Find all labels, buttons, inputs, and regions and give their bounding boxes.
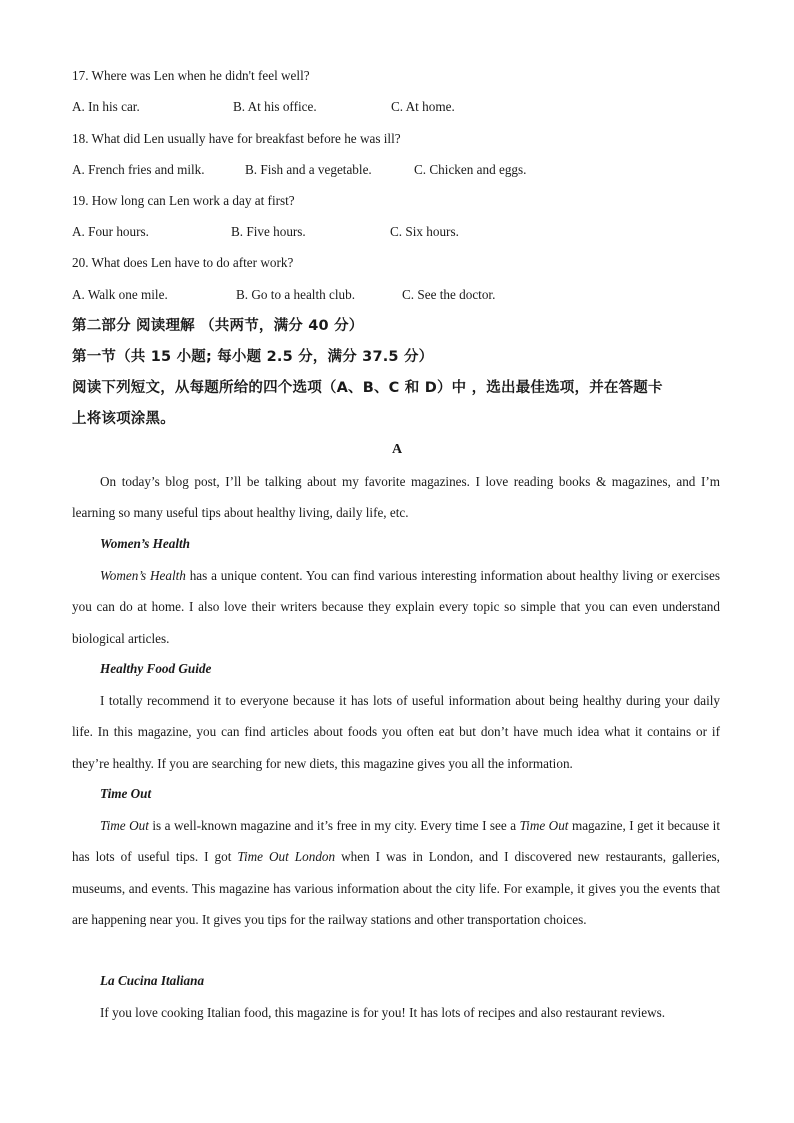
magazine-heading-healthy-food-guide: Healthy Food Guide <box>100 661 212 676</box>
question-17-option-c: C. At home. <box>391 99 455 114</box>
question-20-option-b: B. Go to a health club. <box>236 287 356 302</box>
section-part-title: 第二部分 阅读理解 （共两节，满分 40 分） <box>72 318 364 334</box>
question-19-option-a: A. Four hours. <box>72 224 149 239</box>
magazine-paragraph-healthy-food-guide: I totally recommend it to everyone because it has lots of useful information about being healthy during your daily life. In this magazine, you can find articles about foods you often eat but don’t have much idea what it contains or if they’re healthy. If you are searching for new diets, this magazine gives you all the information. <box>72 693 720 771</box>
magazine-paragraph-time-out <box>72 810 720 935</box>
question-18-option-a: A. French fries and milk. <box>72 162 205 177</box>
question-19-option-c: C. Six hours. <box>390 224 459 239</box>
paragraph-text: is a well-known magazine and it’s free in my city. Every time I see a <box>148 818 520 833</box>
question-18-option-c: C. Chicken and eggs. <box>414 162 527 177</box>
magazine-heading-time-out: Time Out <box>100 786 152 801</box>
magazine-name-inline: Time Out <box>100 818 149 833</box>
question-17-stem: 17. Where was Len when he didn't feel well? <box>72 68 310 83</box>
magazine-paragraph-womens-health <box>72 560 720 654</box>
question-20-option-c: C. See the doctor. <box>402 287 496 302</box>
question-17-option-b: B. At his office. <box>233 99 317 114</box>
magazine-name-inline: Women’s Health <box>100 568 186 583</box>
question-20-option-a: A. Walk one mile. <box>72 287 168 302</box>
magazine-paragraph-la-cucina-italiana: If you love cooking Italian food, this magazine is for you! It has lots of recipes and also restaurant reviews. <box>100 1005 666 1020</box>
paragraph-text: magazine, I get it because it has lots of useful tips. I got <box>72 818 720 865</box>
question-19-option-b: B. Five hours. <box>231 224 306 239</box>
section-instruction-line-2: 上将该项涂黑。 <box>72 411 175 427</box>
passage-intro: On today’s blog post, I’ll be talking about my favorite magazines. I love reading books & magazines, and I’m learning so many useful tips about healthy living, daily life, etc. <box>72 474 720 521</box>
section-instruction-line-1: 阅读下列短文，从每题所给的四个选项（A、B、C 和 D）中 ，选出最佳选项，并在答题卡 <box>72 380 663 396</box>
passage-label: A <box>391 442 403 457</box>
question-18-option-b: B. Fish and a vegetable. <box>245 162 372 177</box>
question-19-stem: 19. How long can Len work a day at first? <box>72 193 295 208</box>
paragraph-text: has a unique content. You can find various interesting information about healthy living or exercises you can do at home. I also love their writers because they explain every topic so simple that you can even understand biological articles. <box>72 568 720 646</box>
magazine-name-inline: Time Out <box>519 818 569 833</box>
question-20-stem: 20. What does Len have to do after work? <box>72 255 294 270</box>
section-sub-title: 第一节（共 15 小题; 每小题 2.5 分，满分 37.5 分） <box>72 349 434 365</box>
paragraph-text: when I was in London, and I discovered new restaurants, galleries, museums, and events. This magazine has various information about the city life. For example, it gives you the events that are happening near you. It gives you tips for the railway stations and other transportation choices. <box>72 849 720 927</box>
magazine-name-inline: Time Out London <box>237 849 336 865</box>
question-17-option-a: A. In his car. <box>72 99 140 114</box>
magazine-heading-womens-health: Women’s Health <box>100 536 190 551</box>
magazine-heading-la-cucina-italiana: La Cucina Italiana <box>100 973 205 988</box>
question-18-stem: 18. What did Len usually have for breakfast before he was ill? <box>72 131 401 146</box>
